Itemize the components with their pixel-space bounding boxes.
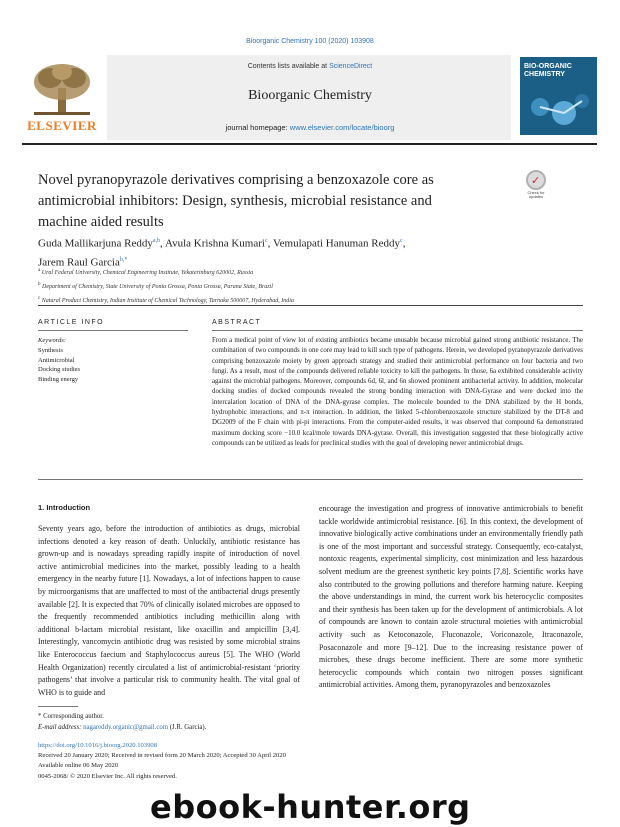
author-name[interactable]: Vemulapati Hanuman Reddy (272, 237, 401, 250)
author-name[interactable]: Avula Krishna Kumari (164, 237, 265, 250)
keyword: Synthesis (38, 347, 63, 354)
body-column-left: Seventy years ago, before the introduction of antibiotics as drugs, microbial infections denoted a key reason of death. Unluckily, antibiotic resistance has grown-up and is nowadays spreading rapidly inspite of introduction of novel active antimicrobial medicines into the market, possibly leading to a health emergency in the nearby future [1]. Nowadays, a lot of infections happen to cause by microorganisms that are unaffected to most of the antibacterial drugs presently available [2]. It is expected that 70% of clinically isolated microbes are opposed to the frequently recommended antibiotics including methicillin along with additional b-lactam microbial resistant, like oxacillin and ampicillin [3,4]. Interestingly, vancomycin antibiotic drug was resisted by some microbial strains like Enterococcus faecium and Staphylococcus aureus [5]. The WHO (World Health Organization) recently circulated a list of antimicrobial-resistant ‘priority pathogens’ that involve a particular risk to community health. The vital goal of WHO is to guide and (38, 524, 300, 697)
elsevier-logo-text: ELSEVIER (27, 118, 97, 133)
author-affil[interactable]: b,* (119, 256, 128, 263)
author-affil[interactable]: c (400, 238, 403, 244)
author-name[interactable]: Guda Mallikarjuna Reddy (38, 237, 153, 250)
check-for-updates-badge[interactable] (521, 170, 551, 204)
email-line: E-mail address: nagareddy.organic@gmail.com (J.R. Garcia). (38, 724, 207, 731)
doi-link[interactable]: https://doi.org/10.1016/j.bioorg.2020.103908 (38, 742, 157, 749)
homepage-prefix: journal homepage: (225, 123, 290, 132)
received-dates: Received 20 January 2020; Received in revised form 20 March 2020; Accepted 30 April 2020 (38, 752, 286, 760)
molecule-icon (520, 87, 597, 135)
copyright: 0045-2068/ © 2020 Elsevier Inc. All rights reserved. (38, 772, 177, 780)
affiliation: $^a$ Ural Federal University, Chemical Engineering Institute, Yekaterinburg 620002, Russia (38, 268, 254, 276)
journal-name: Bioorganic Chemistry (248, 88, 372, 103)
keyword: Antimicrobial (38, 356, 75, 364)
corresponding-footnote (38, 711, 206, 733)
header-rule (22, 143, 597, 145)
cover-title: BIO-ORGANIC CHEMISTRY (524, 63, 572, 78)
author-affil[interactable]: a,b (152, 238, 161, 244)
affiliation: $^b$ Department of Chemistry, State University of Ponta Grossa, Ponta Grossa, Parana State, Brazil (38, 282, 273, 290)
sciencedirect-link[interactable]: ScienceDirect (329, 63, 373, 70)
footnote-rule (38, 706, 78, 707)
check-icon: ✓ (526, 170, 546, 190)
divider (38, 479, 583, 480)
doi-block (38, 741, 286, 782)
online-date: Available online 06 May 2020 (38, 762, 119, 770)
article-info-heading: ARTICLE INFO (38, 319, 105, 326)
section-heading: 1. Introduction (38, 503, 91, 512)
journal-citation[interactable]: Bioorganic Chemistry 100 (2020) 103908 (246, 38, 374, 45)
contents-prefix: Contents lists available at (247, 63, 330, 70)
keyword: Binding energy (38, 375, 79, 383)
affiliations (38, 265, 578, 307)
author-list: Guda Mallikarjuna Reddy$^{a,b}$, Avula Krishna Kumari$^c$, Vemulapati Hanuman Reddy$^c$, Jarem Raul Garcia$^{b,*}$ (38, 237, 406, 269)
watermark: ebook-hunter.org (150, 788, 471, 826)
homepage-link[interactable]: www.elsevier.com/locate/bioorg (289, 123, 395, 132)
body-column-right: encourage the investigation and progress of innovative antimicrobials to benefit tackle worldwide antimicrobial resistance. [6]. In this context, the development of innovative biologically active combinations under an environmentally friendly path is one of the most important and successful strategy. Consequently, eco-catalyst, nontoxic reagents, experimental simplicity, cost minimization and less hazardous solvent medium are the greenest synthetic key points [7,8]. Scientific works have also contributed to the growing pollutions and therefore harming nature. Keeping the above understandings in mind, the current work bis heterocyclic composites and their synthesis has been taken up for the development of antimicrobials. A lot of compounds are known to contain azole structural moieties with antimicrobial activity such as Ketoconazole, Fluconazole, Voriconazole, Itraconazole, Posaconazole and more [9–12]. Due to the increasing resistance power of microbes, these drugs become inefficient. There are some more synthetic heterocyclic compounds which contain two nitrogen posses significant antimicrobial activities. Among them, pyranopyrazoles and benzoxazoles (319, 504, 583, 690)
corresponding-label: * Corresponding author. (38, 713, 104, 720)
affiliation: $^c$ Natural Product Chemistry, Indian Institute of Chemical Technology, Tarnaka 500007, Hyderabad, India (38, 296, 294, 304)
check-updates-label: Check for updates (527, 190, 545, 200)
divider (38, 305, 583, 306)
keyword-list (38, 346, 80, 384)
keyword: Docking studies (38, 366, 81, 373)
abstract-text: From a medical point of view lot of existing antibiotics became unusable because microbial gained strong antibiotic resistance. The combination of two compounds in one core may lead to kill such type of pathogens. Herein, we developed pyranopyrazole derivatives comprising benzoxazole moiety by green approach strategy and studied their antimicrobial performance on four bacteria and two fungi. As a result, most of the compounds delivered reliable toxicity to kill the pathogens. In those, 6a exhibited considerable activity against the microbial pathogens. Moreover, compounds 6d, 6l, and 6n showed prominent antibacterial activity. In addition, molecular docking studies of docked compounds revealed the strong bonding interaction with DNA-Gyrase and were docked into the intercalation location of DNA of the DNA-gyrase complex. The molecule bounded to the DNA stabilized by the H bonds, hydrophobic interactions, and π-π interaction. In addition, the linked 5-chlorobenzoxazole structure stabilized by the DT-8 and DG2009 of the F chain with pi-pi interactions. From the computer-aided results, it was observed that compound 6a demonstrated maximum docking score −10.0 kcal/mole towards DNA-gyrase. Overall, this investigation suggested that these biologically active compounds can be utilized as leads for preclinical studies with the goal of developing newer antimicrobial drugs. (212, 337, 583, 447)
abstract-heading: ABSTRACT (212, 319, 262, 326)
journal-cover-image (520, 57, 597, 135)
author-name[interactable]: Jarem Raul Garcia (38, 256, 120, 269)
keywords-title: Keywords: (38, 337, 66, 344)
email-link[interactable]: nagareddy.organic@gmail.com (83, 724, 169, 731)
article-title: Novel pyranopyrazole derivatives comprising a benzoxazole core as antimicrobial inhibitors: Design, synthesis, microbial resistance and machine aided results (38, 172, 434, 230)
author-affil[interactable]: c (264, 238, 268, 244)
divider (212, 330, 583, 331)
divider (38, 330, 188, 331)
